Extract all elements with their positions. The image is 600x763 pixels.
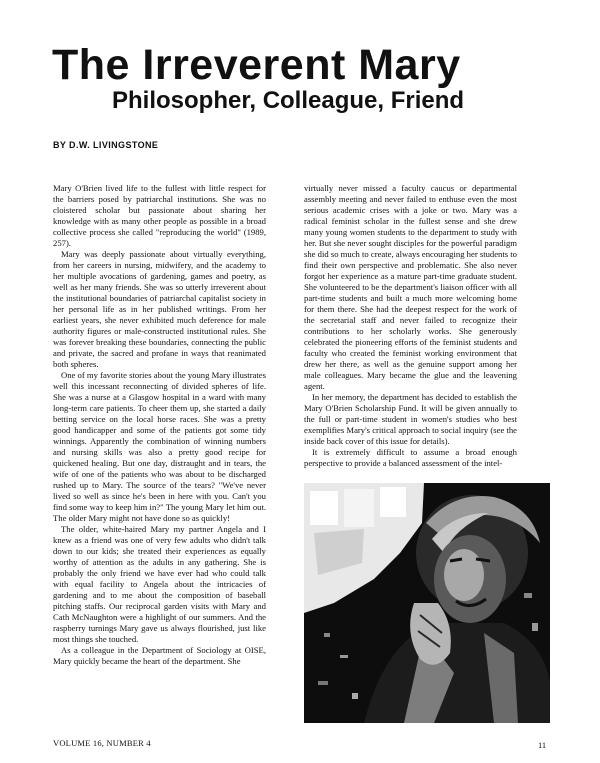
paragraph: As a colleague in the Department of Sociology at OISE, Mary quickly became the heart of the department. She (53, 645, 266, 666)
paragraph: Mary O'Brien lived life to the fullest with little respect for the barriers posed by patriarchal institutions. She was no cloistered scholar but passionate about sharing her knowledge with as many other people as possible in a broad collective process she called "reproducing the world" (1989, 257). (53, 183, 266, 248)
right-column (304, 183, 517, 469)
issue-label: VOLUME 16, NUMBER 4 (53, 738, 151, 748)
paragraph: The older, white-haired Mary my partner Angela and I knew as a friend was one of very few adults who didn't talk down to our kids; she treated their experiences as equally worthy of attention as the adults in any gathering. She is probably the only friend we have ever had who could talk with equal facility to Angela about the intricacies of gardening and to me about the composition of baseball pitching staffs. Our reciprocal garden visits with Mary and Cath McNaughton were a highlight of our summers. And the raspberry turnings Mary gave us always flourished, just like most things she touched. (53, 524, 266, 644)
article-subtitle: Philosopher, Colleague, Friend (112, 87, 465, 114)
paragraph: It is extremely difficult to assume a broad enough perspective to provide a balanced assessment of the intel- (304, 447, 517, 468)
article-title: The Irreverent Mary (52, 41, 461, 89)
paragraph: In her memory, the department has decided to establish the Mary O'Brien Scholarship Fund. It will be given annually to the full or part-time student in women's studies who best exemplifies Mary's critical approach to social inquiry (see the inside back cover of this issue for details). (304, 392, 517, 446)
page-number: 11 (538, 740, 547, 750)
left-column (53, 183, 266, 667)
byline: BY D.W. LIVINGSTONE (53, 140, 159, 150)
mary-obrien-photo (304, 483, 550, 723)
paragraph: virtually never missed a faculty caucus or departmental assembly meeting and never failed to enthuse even the most serious academic crises with a joke or two. Mary was a radical feminist scholar in the fullest sense and she drew many young women students to the department to study with her. But she never sought disciples for the powerful paradigm she did so much to create, always encouraging her students to find their own perspective and problematic. She also never forgot her experience as a mature part-time graduate student. She volunteered to be the department's liaison officer with all part-time students and built a much more welcoming home for them there. She had the deepest respect for the work of the secretarial staff and never failed to recognize their contributions to her scholarly works. She generously celebrated the pioneering efforts of the feminist students and faculty who created the feminist working environment that drew her there, as well as the genuine support among her male colleagues. Mary became the glue and the leavening agent. (304, 183, 517, 391)
paragraph: One of my favorite stories about the young Mary illustrates well this incessant reconnecting of divided spheres of life. She was a nurse at a Glasgow hospital in a ward with many long-term care patients. To cheer them up, she started a daily betting service on the local horse races. She was a pretty good handicapper and some of the patients got some tidy winnings. Apparently the combination of winning numbers and nursing skills was also a pretty good recipe for quickened healing. But one day, distraught and in tears, the wife of one of the patients who was about to be discharged rushed up to Mary. The source of the tears? "We've never lived so well as since he's been in here with you. Can't you find some way to keep him in?" The young Mary let him out. The older Mary might not have done so as quickly! (53, 370, 266, 523)
paragraph: Mary was deeply passionate about virtually everything, from her careers in nursing, midwifery, and the academy to her multiple avocations of gardening, games and poetry, as well as her many friends. She was so utterly irreverent about the institutional boundaries of patriarchal capitalist society in her personal life as in her published writings. From her earliest years, she never exhibited much deference for male authority figures or male-constructed institutional rules. She was forever breaking these boundaries, connecting the public and private, the sacred and profane in ways that reanimated both spheres. (53, 249, 266, 369)
